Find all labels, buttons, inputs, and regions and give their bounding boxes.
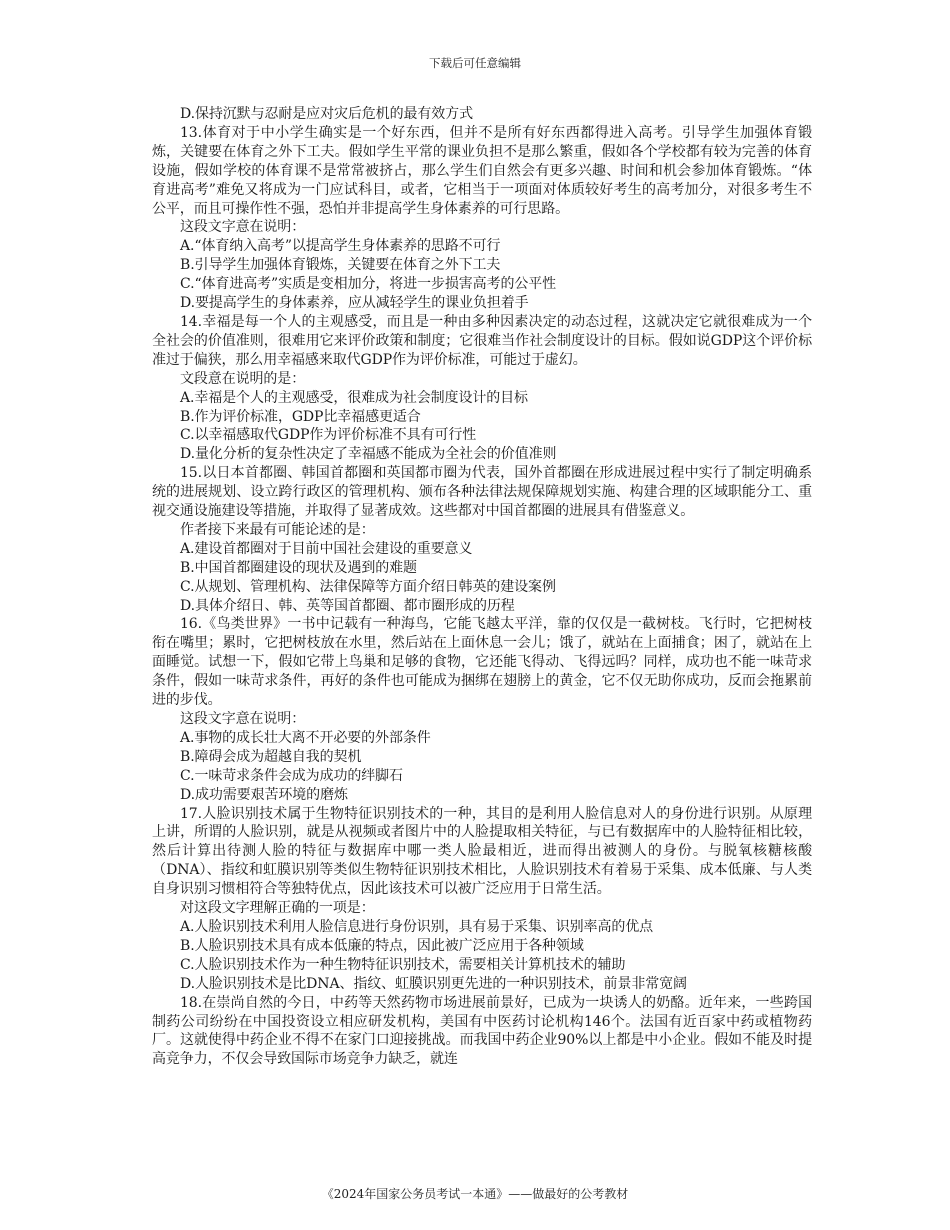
question-15-option-a: A.建设首都圈对于目前中国社会建设的重要意义 [180,540,473,557]
question-14-option-a: A.幸福是个人的主观感受，很难成为社会制度设计的目标 [180,389,528,406]
question-13-option-b: B.引导学生加强体育锻炼，关键要在体育之外下工夫 [180,257,501,274]
document-body [152,105,812,1069]
question-16-option-d: D.成功需要艰苦环境的磨炼 [180,786,348,803]
option-item: D.保持沉默与忍耐是应对灾后危机的最有效方式 [180,106,473,122]
question-16-option-a: A.事物的成长壮大离不开必要的外部条件 [180,729,431,746]
question-16-stem: 16.《鸟类世界》一书中记载有一种海鸟，它能飞越太平洋，靠的仅仅是一截树枝。飞行时，它把树枝衔在嘴里；累时，它把树枝放在水里，然后站在上面休息一会儿；饿了，就站在上面捕食；困了，就站在上面睡觉。试想一下，假如它带上鸟巢和足够的食物，它还能飞得动、飞得远吗？同样，成功也不能一味苛求条件，假如一味苛求条件，再好的条件也可能成为捆绑在翅膀上的黄金，它不仅无助你成功，反而会拖累前进的步伐。 [152,616,812,709]
question-16-option-c: C.一味苛求条件会成为成功的绊脚石 [180,767,403,784]
question-13-prompt: 这段文字意在说明： [180,219,306,236]
question-18-stem: 18.在崇尚自然的今日，中药等天然药物市场进展前景好，已成为一块诱人的奶酪。近年来，一些跨国制药公司纷纷在中国投资设立相应研发机构，美国有中医药讨论机构146个。法国有近百家中药或植物药厂。这就使得中药企业不得不在家门口迎接挑战。而我国中药企业90%以上都是中小企业。假如不能及时提高竞争力，不仅会导致国际市场竞争力缺乏，就连 [152,994,812,1068]
question-17-option-b: B.人脸识别技术具有成本低廉的特点，因此被广泛应用于各种领域 [180,937,584,954]
question-14-option-c: C.以幸福感取代GDP作为评价标准不具有可行性 [180,427,477,444]
question-13-stem: 13.体育对于中小学生确实是一个好东西，但并不是所有好东西都得进入高考。引导学生加强体育锻炼，关键要在体育之外下工夫。假如学生平常的课业负担不是那么繁重，假如各个学校都有较为完善的体育设施，假如学校的体育课不是常常被挤占，那么学生们自然会有更多兴趣、时间和机会参加体育锻炼。“体育进高考”难免又将成为一门应试科目，或者，它相当于一项面对体质较好考生的高考加分，对很多考生不公平，而且可操作性不强，恐怕并非提高学生身体素养的可行思路。 [152,124,812,217]
question-14-stem: 14.幸福是每一个人的主观感受，而且是一种由多种因素决定的动态过程，这就决定它就很难成为一个全社会的价值准则，很难用它来评价政策和制度；它很难当作社会制度设计的目标。假如说GDP这个评价标准过于偏狭，那么用幸福感来取代GDP作为评价标准，可能过于虚幻。 [152,313,812,368]
question-15-stem: 15.以日本首都圈、韩国首都圈和英国都市圈为代表，国外首都圈在形成进展过程中实行了制定明确系统的进展规划、设立跨行政区的管理机构、颁布各种法律法规保障规划实施、构建合理的区域职能分工、重视交通设施建设等措施，并取得了显著成效。这些都对中国首都圈的进展具有借鉴意义。 [152,465,812,520]
question-17-option-c: C.人脸识别技术作为一种生物特征识别技术，需要相关计算机技术的辅助 [180,956,626,973]
question-17-option-d: D.人脸识别技术是比DNA、指纹、虹膜识别更先进的一种识别技术，前景非常宽阔 [180,975,687,992]
question-15-prompt: 作者接下来最有可能论述的是： [180,521,375,538]
question-17-prompt: 对这段文字理解正确的一项是： [180,900,375,917]
question-17-stem: 17.人脸识别技术属于生物特征识别技术的一种，其目的是利用人脸信息对人的身份进行识别。从原理上讲，所谓的人脸识别，就是从视频或者图片中的人脸提取相关特征，与已有数据库中的人脸特征相比较，然后计算出待测人脸的特征与数据库中哪一类人脸最相近，进而得出被测人的身份。与脱氧核糖核酸（DNA）、指纹和虹膜识别等类似生物特征识别技术相比，人脸识别技术有着易于采集、成本低廉、与人类自身识别习惯相符合等独特优点，因此该技术可以被广泛应用于日常生活。 [152,805,812,898]
question-14-option-d: D.量化分析的复杂性决定了幸福感不能成为全社会的价值准则 [180,446,557,463]
question-13-option-c: C.“体育进高考”实质是变相加分，将进一步损害高考的公平性 [180,276,557,293]
page-header: 下载后可任意编辑 [429,56,521,70]
page-footer: 《2024年国家公务员考试一本通》——做最好的公考教材 [321,1187,629,1201]
question-13-option-d: D.要提高学生的身体素养，应从减轻学生的课业负担着手 [180,295,529,312]
question-13-option-a: A.“体育纳入高考”以提高学生身体素养的思路不可行 [180,238,501,255]
question-16-option-b: B.障碍会成为超越自我的契机 [180,748,362,765]
question-15-option-b: B.中国首都圈建设的现状及遇到的难题 [180,559,417,576]
question-17-option-a: A.人脸识别技术利用人脸信息进行身份识别，具有易于采集、识别率高的优点 [180,918,654,935]
question-14-option-b: B.作为评价标准，GDP比幸福感更适合 [180,408,421,425]
question-15-option-d: D.具体介绍日、韩、英等国首都圈、都市圈形成的历程 [180,597,515,614]
question-16-prompt: 这段文字意在说明： [180,711,306,727]
question-14-prompt: 文段意在说明的是： [180,370,306,387]
question-15-option-c: C.从规划、管理机构、法律保障等方面介绍日韩英的建设案例 [180,578,556,595]
